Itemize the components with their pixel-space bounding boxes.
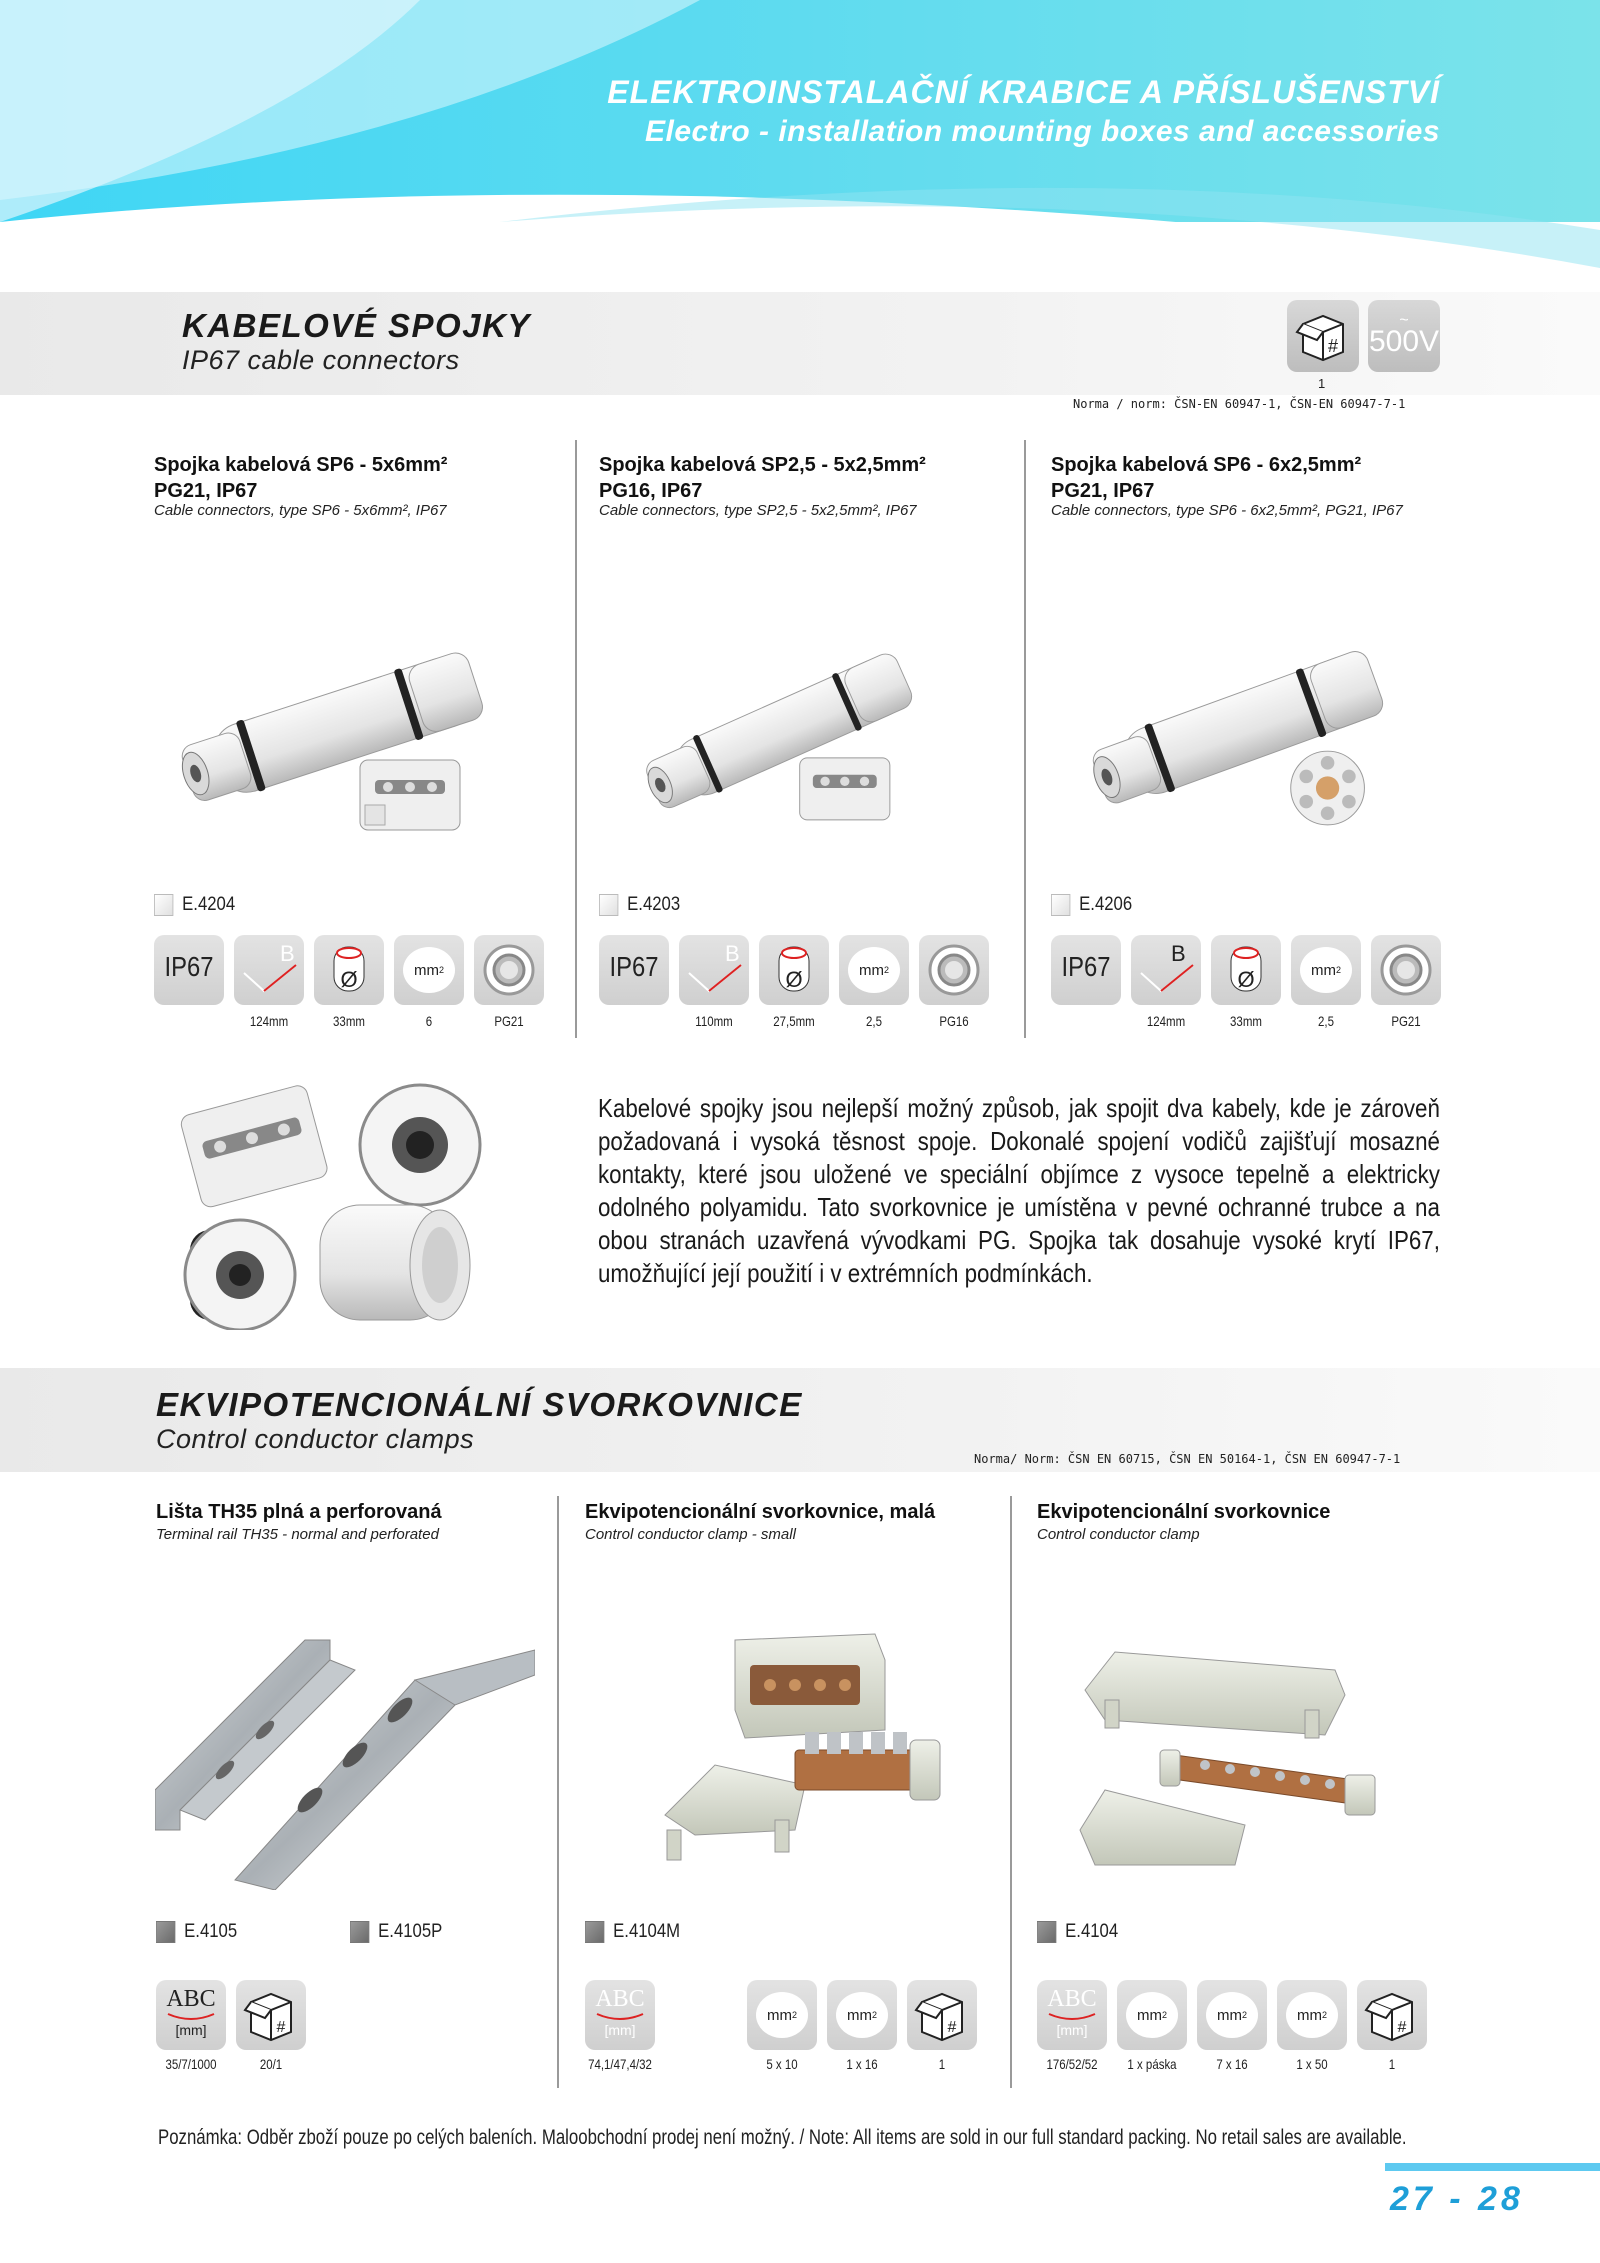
clamp-pack: 1 xyxy=(1388,2056,1396,2072)
product3-title: Spojka kabelová SP6 - 6x2,5mm² PG21, IP67 xyxy=(1051,454,1362,502)
cross-section-icon: mm 2 xyxy=(1291,935,1361,1005)
voltage-500v-icon: ~ 500V xyxy=(1368,300,1440,372)
ip67-icon: IP67 xyxy=(1051,935,1121,1005)
rail-code-1: E.4105 xyxy=(156,1921,237,1943)
connector-parts-image xyxy=(170,1080,510,1330)
clamp-cs2: 7 x 16 xyxy=(1216,2056,1248,2072)
pack-box-icon xyxy=(236,1980,306,2050)
product1-gland: PG21 xyxy=(494,1013,524,1029)
section1-description: Kabelové spojky jsou nejlepší možný způsob, jak spojit dva kabely, kde je zároveň požadovaná i vysoká těsnost spoje. Dokonalé spojení vodičů zajišťují mosazné kontakty, které jsou uložené ve speciální objímce z vysoce tepelně a elektricky odolného polyamidu. Tato svorkovnice je umístěna v pevné ochranné trubce a na obou stranách uzavřená vývodkami PG. Spojka tak dosahuje vysoké krytí IP67, umožňující její použití i v extrémních podmínkách. xyxy=(598,1093,1440,1288)
divider xyxy=(1024,440,1026,1038)
clamp-subtitle: Control conductor clamp xyxy=(1037,1526,1200,1543)
small-clamp-title: Ekvipotencionální svorkovnice, malá xyxy=(585,1501,936,1523)
pack-box-icon xyxy=(1287,300,1359,372)
gland-icon xyxy=(474,935,544,1005)
cross-section-icon: mm 2 xyxy=(1197,1980,1267,2050)
divider xyxy=(575,440,577,1038)
ip67-icon: IP67 xyxy=(154,935,224,1005)
cable-connector-image xyxy=(180,610,510,840)
section1-pack-count: 1 xyxy=(1318,376,1326,391)
clamp-dims: 176/52/52 xyxy=(1046,2056,1098,2072)
rail-dims: 35/7/1000 xyxy=(165,2056,217,2072)
product1-subtitle: Cable connectors, type SP6 - 5x6mm², IP67 xyxy=(154,502,447,519)
cable-connector-image xyxy=(1090,610,1410,840)
dimensions-icon: ABC [mm] xyxy=(156,1980,226,2050)
clamp-title: Ekvipotencionální svorkovnice xyxy=(1037,1501,1331,1523)
product3-code: E.4206 xyxy=(1051,894,1132,916)
dimensions-icon: ABC [mm] xyxy=(1037,1980,1107,2050)
svg-text:B: B xyxy=(1171,941,1186,966)
cross-section-icon: mm 2 xyxy=(1117,1980,1187,2050)
cross-section-icon: mm 2 xyxy=(827,1980,897,2050)
svg-text:#: # xyxy=(1397,2019,1407,2036)
rail-pack: 20/1 xyxy=(259,2056,283,2072)
svg-text:#: # xyxy=(947,2019,957,2036)
diameter-icon xyxy=(1211,935,1281,1005)
diameter-icon xyxy=(759,935,829,1005)
small-clamp-cs1: 5 x 10 xyxy=(766,2056,798,2072)
clamp-code: E.4104 xyxy=(1037,1921,1118,1943)
svg-text:Ø: Ø xyxy=(340,967,358,992)
section2-subtitle: Control conductor clamps xyxy=(156,1424,475,1454)
cross-section-icon: mm 2 xyxy=(1277,1980,1347,2050)
small-clamp-code: E.4104M xyxy=(585,1921,680,1943)
product2-diameter: 27,5mm xyxy=(773,1013,815,1029)
product3-subtitle: Cable connectors, type SP6 - 6x2,5mm², PG21, IP67 xyxy=(1051,502,1403,519)
product3-gland: PG21 xyxy=(1391,1013,1421,1029)
cross-section-icon: mm 2 xyxy=(747,1980,817,2050)
svg-text:Ø: Ø xyxy=(1237,967,1255,992)
product2-subtitle: Cable connectors, type SP2,5 - 5x2,5mm², IP67 xyxy=(599,502,917,519)
page-number: 27 - 28 xyxy=(1390,2180,1524,2218)
svg-text:B: B xyxy=(280,941,295,966)
product2-cross-section: 2,5 xyxy=(866,1013,882,1029)
dimensions-icon: ABC [mm] xyxy=(585,1980,655,2050)
ip67-icon: IP67 xyxy=(599,935,669,1005)
section1-title: KABELOVÉ SPOJKY xyxy=(182,307,531,344)
small-clamp-pack: 1 xyxy=(938,2056,946,2072)
pack-box-icon xyxy=(907,1980,977,2050)
cross-section-icon: mm 2 xyxy=(394,935,464,1005)
pack-box-icon xyxy=(1357,1980,1427,2050)
diameter-icon xyxy=(314,935,384,1005)
cross-section-icon: mm 2 xyxy=(839,935,909,1005)
divider xyxy=(557,1496,559,2088)
length-icon xyxy=(1131,935,1201,1005)
product3-length: 124mm xyxy=(1146,1013,1186,1029)
divider xyxy=(1010,1496,1012,2088)
section2-norm: Norma/ Norm: ČSN EN 60715, ČSN EN 50164-1, ČSN EN 60947-7-1 xyxy=(974,1452,1401,1466)
rail-subtitle: Terminal rail TH35 - normal and perforated xyxy=(156,1526,439,1543)
svg-text:#: # xyxy=(1327,336,1339,356)
section1-subtitle: IP67 cable connectors xyxy=(182,345,460,375)
length-icon xyxy=(234,935,304,1005)
footer-note: Poznámka: Odběr zboží pouze po celých baleních. Maloobchodní prodej není možný. / Note: All items are sold in our full standard packing. No retail sales are available. xyxy=(158,2126,1407,2149)
header-banner xyxy=(0,0,1600,270)
section1-norm: Norma / norm: ČSN-EN 60947-1, ČSN-EN 60947-7-1 xyxy=(1073,397,1406,411)
clamp-cs3: 1 x 50 xyxy=(1296,2056,1328,2072)
small-clamp-image xyxy=(655,1620,955,1880)
product2-gland: PG16 xyxy=(939,1013,969,1029)
svg-text:#: # xyxy=(276,2019,286,2036)
banner-title-cz: ELEKTROINSTALAČNÍ KRABICE A PŘÍSLUŠENSTVÍ xyxy=(607,74,1440,110)
product2-code: E.4203 xyxy=(599,894,680,916)
clamp-image xyxy=(1075,1640,1385,1880)
small-clamp-subtitle: Control conductor clamp - small xyxy=(585,1526,796,1543)
svg-text:B: B xyxy=(725,941,740,966)
length-icon xyxy=(679,935,749,1005)
gland-icon xyxy=(1371,935,1441,1005)
product1-code: E.4204 xyxy=(154,894,235,916)
product1-title: Spojka kabelová SP6 - 5x6mm² PG21, IP67 xyxy=(154,454,448,502)
product2-length: 110mm xyxy=(695,1013,733,1029)
clamp-cs1: 1 x páska xyxy=(1127,2056,1177,2072)
product1-cross-section: 6 xyxy=(425,1013,433,1029)
page-number-bar xyxy=(1385,2163,1600,2171)
small-clamp-dims: 74,1/47,4/32 xyxy=(588,2056,652,2072)
product1-diameter: 33mm xyxy=(333,1013,365,1029)
product2-title: Spojka kabelová SP2,5 - 5x2,5mm² PG16, IP67 xyxy=(599,454,926,502)
rail-code-2: E.4105P xyxy=(350,1921,442,1943)
cable-connector-image xyxy=(640,610,950,840)
gland-icon xyxy=(919,935,989,1005)
rail-title: Lišta TH35 plná a perforovaná xyxy=(156,1501,442,1523)
product1-length: 124mm xyxy=(249,1013,289,1029)
product3-cross-section: 2,5 xyxy=(1318,1013,1334,1029)
din-rail-image xyxy=(155,1620,535,1890)
banner-title-en: Electro - installation mounting boxes and accessories xyxy=(644,115,1440,148)
small-clamp-cs2: 1 x 16 xyxy=(846,2056,878,2072)
product3-diameter: 33mm xyxy=(1230,1013,1262,1029)
svg-text:Ø: Ø xyxy=(785,967,803,992)
section2-title: EKVIPOTENCIONÁLNÍ SVORKOVNICE xyxy=(156,1386,803,1423)
